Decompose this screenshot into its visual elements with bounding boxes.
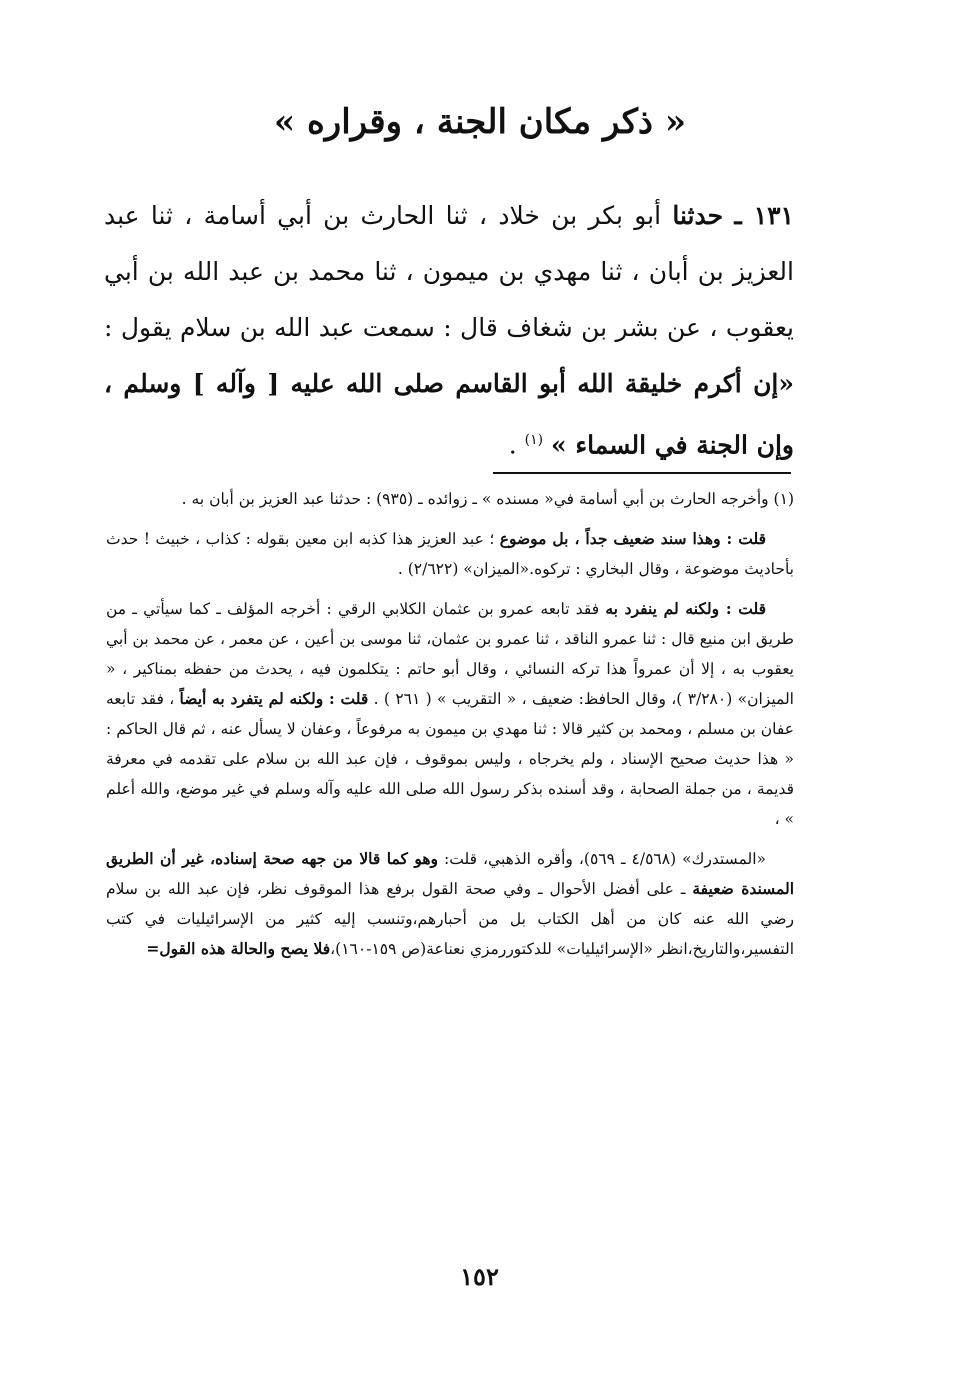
footnote-4-text-b: ـ على أفضل الأحوال ـ وفي صحة القول برفع هذا الموقوف نظر، فإن عبد الله بن سلام رضي الله عنه كان من أهل الكتاب بل من أحبارهم،وتنسب إليه كثير من الإسرائيليات في كتب التفسير،والتاريخ،انظر «الإسرائيليات» للدكتوررمزي نعناعة(ص ١٥٩-١٦٠)، [106,880,794,958]
hadith-end: . [508,430,525,460]
footnote-paragraph-2 [106,524,794,584]
footnote-divider [493,472,791,474]
footnote-3-text-a: فقد تابعه عمرو بن عثمان الكلابي الرقي : أخرجه المؤلف ـ كما سيأتي ـ من طريق ابن منيع قال : ثنا عمرو الناقد ، ثنا عمرو بن عثمان، ثنا موسى بن أعين ، عن معمر ، عن محمد بن أبي يعقوب به ، إلا أن عمرواً هذا تركه النسائي ، وقال أبو حاتم : يتكلمون فيه ، يحدث من حفظه بمناكير ، « الميزان» (٣/٢٨٠ )، وقال الحافظ: ضعيف ، « التقريب » ( ٢٦١ ) . [106,600,794,708]
hadith-lead: حدثنا [672,201,724,230]
footnote-4-bold-b: فلا يصح والحالة هذه القول= [146,939,331,958]
hadith-isnad: أبو بكر بن خلاد ، ثنا الحارث بن أبي أسامة ، ثنا عبد العزيز بن أبان ، ثنا مهدي بن ميمون ، ثنا محمد بن عبد الله بن أبي يعقوب ، عن بشر بن شغاف قال : سمعت عبد الله بن سلام يقول : [104,201,794,342]
footnote-paragraph-3 [106,594,794,834]
footnote-4-text-a: «المستدرك» (٤/٥٦٨ ـ ٥٦٩)، وأقره الذهبي، قلت: [438,850,766,868]
footnote-2-text: ؛ عبد العزيز هذا كذبه ابن معين بقوله : كذاب ، خبيث ! حدث بأحاديث موضوعة ، وقال البخاري : تركوه.«الميزان» (٢/٦٢٢) . [106,530,794,578]
hadith-text [104,188,794,473]
footnote-1: (١) وأخرجه الحارث بن أبي أسامة في« مسنده » ـ زوائده ـ (٩٣٥) : حدثنا عبد العزيز بن أبان به . [181,490,794,508]
footnote-reference: (١) [524,432,544,448]
hadith-matn: «إن أكرم خليقة الله أبو القاسم صلى الله عليه [ وآله ] وسلم ، وإن الجنة في السماء » [104,369,794,460]
section-heading: « ذكر مكان الجنة ، وقراره » [273,102,687,142]
footnote-4-bold-a: وهو كما قالا من جهه صحة إسناده، غير أن الطريق المسندة ضعيفة [106,849,794,898]
footnote-2-bold: قلت : وهذا سند ضعيف جداً ، بل موضوع [499,529,766,548]
footnote-3-text-b: ، فقد تابعه عفان بن مسلم ، ومحمد بن كثير قالا : ثنا مهدي بن ميمون به مرفوعاً ، وعفان لا يسأل عنه ، ثم قال الحاكم : « هذا حديث صحيح الإسناد ، ولم يخرجاه ، وليس بموقوف ، فإن عبد الله بن سلام على تقدمه في معرفة قديمة ، من جملة الصحابة ، وقد أسنده بذكر رسول الله صلى الله عليه وآله وسلم في غير موضع، والله أعلم » ، [106,690,794,828]
hadith-number: ١٣١ ـ [734,201,794,230]
footnote-3-bold-b: قلت : ولكنه لم يتفرد به أيضاً [179,689,369,708]
footnote-3-bold-a: قلت : ولكنه لم ينفرد به [605,599,766,618]
page-number: ١٥٢ [460,1262,499,1291]
footnotes [106,484,794,974]
footnote-paragraph-4 [106,844,794,964]
